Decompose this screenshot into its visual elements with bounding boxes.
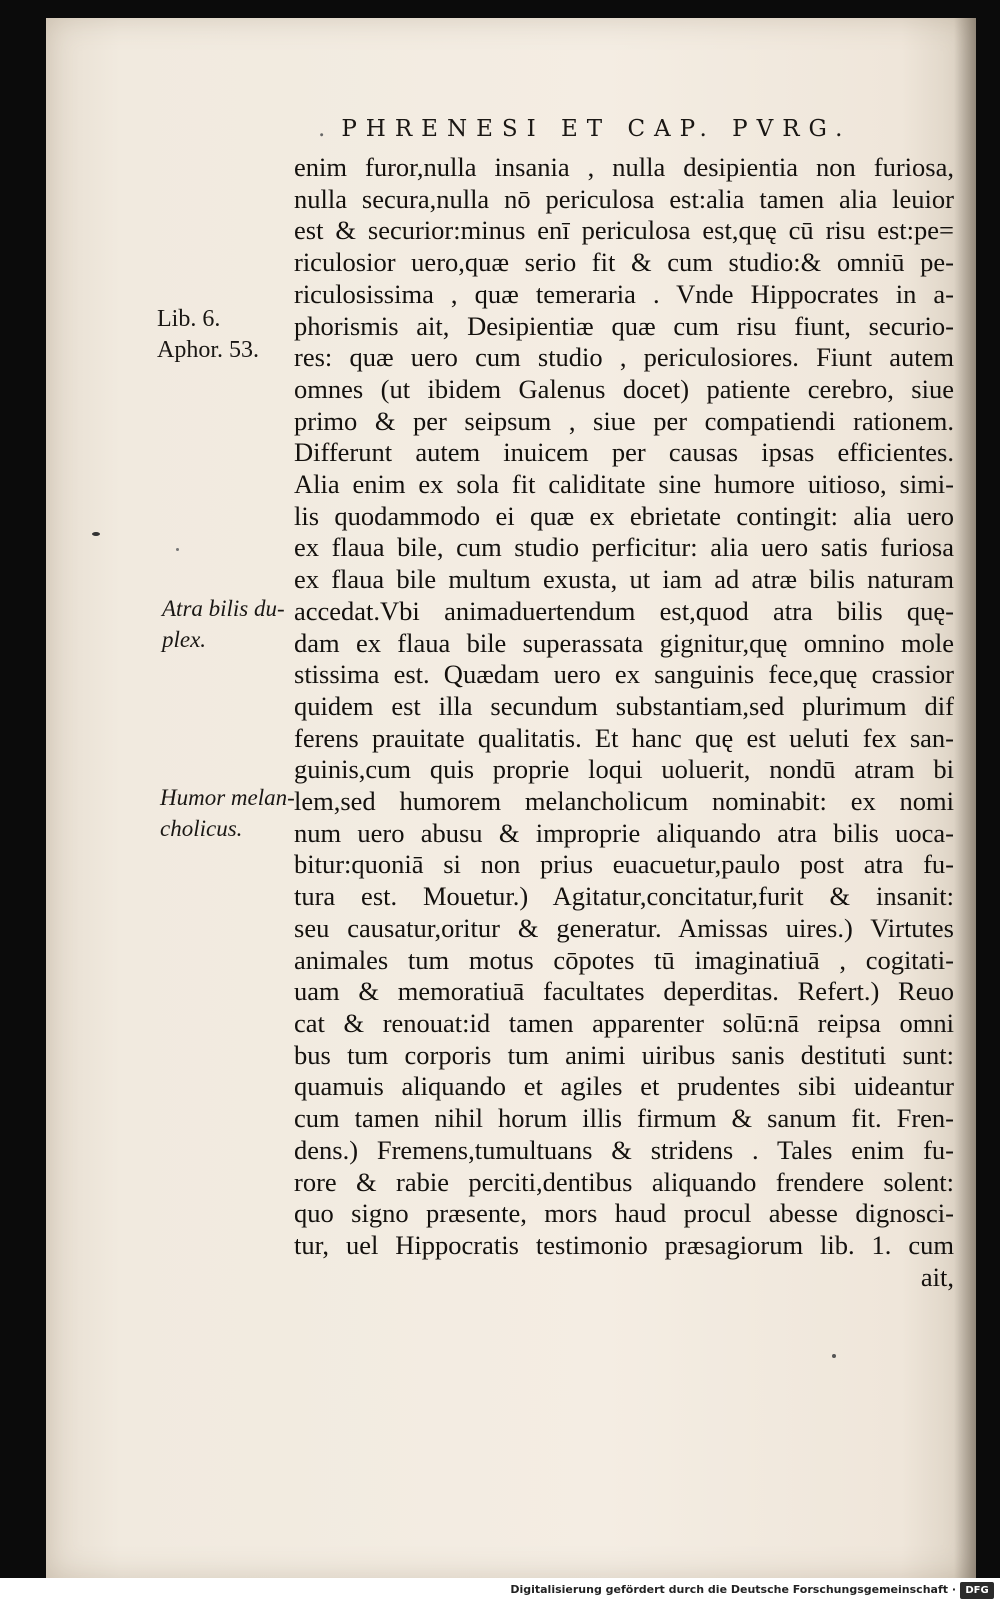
text-line: res: quæ uero cum studio , periculosiores. Fiunt autem bbox=[294, 342, 954, 373]
ink-speck bbox=[92, 532, 100, 536]
text-line: seu causatur,oritur & generatur. Amissas uires.) Virtutes bbox=[294, 912, 954, 943]
text-line: dam ex flaua bile superassata gignitur,quę omnino mole bbox=[294, 627, 954, 658]
text-line: omnes (ut ibidem Galenus docet) patiente cerebro, siue bbox=[294, 373, 954, 404]
margin-note-atra-bilis bbox=[162, 593, 285, 655]
header-mark: . bbox=[318, 116, 328, 142]
text-line: ex flaua bile multum exusta, ut iam ad atræ bilis naturam bbox=[294, 564, 954, 595]
text-line: bus tum corporis tum animi uiribus sanis destituti sunt: bbox=[294, 1039, 954, 1070]
text-line: nulla secura,nulla nō periculosa est:alia tamen alia leuior bbox=[294, 183, 954, 214]
text-line: lis quodammodo ei quæ ex ebrietate contingit: alia uero bbox=[294, 500, 954, 531]
page-gutter-shadow bbox=[954, 18, 976, 1578]
margin-note-line: Atra bilis du- bbox=[162, 596, 285, 621]
margin-note-line: Lib. 6. bbox=[157, 306, 221, 332]
text-line: Alia enim ex sola fit caliditate sine humore uitioso, simi- bbox=[294, 469, 954, 500]
running-header bbox=[318, 116, 918, 142]
text-line: quamuis aliquando et agiles et prudentes sibi uideantur bbox=[294, 1071, 954, 1102]
text-line: riculosissima , quæ temeraria . Vnde Hippocrates in a- bbox=[294, 278, 954, 309]
margin-note-reference bbox=[157, 304, 259, 366]
margin-note-humor bbox=[160, 782, 295, 844]
text-line: accedat.Vbi animaduertendum est,quod atra bilis quę- bbox=[294, 595, 954, 626]
dfg-logo: DFG bbox=[960, 1582, 994, 1599]
ink-speck bbox=[176, 548, 179, 551]
text-line: rore & rabie perciti,dentibus aliquando frendere solent: bbox=[294, 1166, 954, 1197]
ink-speck bbox=[832, 1354, 836, 1358]
text-line: quo signo præsente, mors haud procul abesse dignosci- bbox=[294, 1198, 954, 1229]
text-line: uam & memoratiuā facultates deperditas. Refert.) Reuo bbox=[294, 976, 954, 1007]
text-line: dens.) Fremens,tumultuans & stridens . Tales enim fu- bbox=[294, 1134, 954, 1165]
text-line: est & securior:minus enī periculosa est,quę cū risu est:pe= bbox=[294, 215, 954, 246]
text-line: cat & renouat:id tamen apparenter solū:nā reipsa omni bbox=[294, 1007, 954, 1038]
text-line: quidem est illa secundum substantiam,sed plurimum dif bbox=[294, 690, 954, 721]
text-line: primo & per seipsum , siue per compatiendi rationem. bbox=[294, 405, 954, 436]
text-line: guinis,cum quis proprie loqui uoluerit, nondū atram bi bbox=[294, 754, 954, 785]
text-line: enim furor,nulla insania , nulla desipientia non furiosa, bbox=[294, 152, 954, 182]
text-line: Differunt autem inuicem per causas ipsas efficientes. bbox=[294, 437, 954, 468]
text-line: num uero abusu & improprie aliquando atra bilis uoca- bbox=[294, 817, 954, 848]
text-line: cum tamen nihil horum illis firmum & sanum fit. Fren- bbox=[294, 1103, 954, 1134]
text-line: stissima est. Quædam uero ex sanguinis fece,quę crassior bbox=[294, 659, 954, 690]
margin-note-line: Humor melan- bbox=[160, 785, 295, 810]
text-line: ferens prauitate qualitatis. Et hanc quę est ueluti fex san- bbox=[294, 722, 954, 753]
margin-note-line: Aphor. 53. bbox=[157, 337, 259, 363]
text-line: animales tum motus cōpotes tū imaginatiuā , cogitati- bbox=[294, 944, 954, 975]
margin-note-line: cholicus. bbox=[160, 816, 243, 841]
text-line: tura est. Mouetur.) Agitatur,concitatur,furit & insanit: bbox=[294, 881, 954, 912]
digitization-footer bbox=[0, 1578, 1000, 1604]
text-line: riculosior uero,quæ serio fit & cum studio:& omniū pe- bbox=[294, 247, 954, 278]
text-line-catchword: ait, bbox=[920, 1261, 954, 1292]
text-line: ex flaua bile, cum studio perficitur: alia uero satis furiosa bbox=[294, 532, 954, 563]
text-line: phorismis ait, Desipientiæ quæ cum risu fiunt, securio- bbox=[294, 310, 954, 341]
footer-credit: Digitalisierung gefördert durch die Deutsche Forschungsgemeinschaft · bbox=[510, 1583, 956, 1596]
text-line: lem,sed humorem melancholicum nominabit: ex nomi bbox=[294, 786, 954, 817]
text-line: bitur:quoniā si non prius euacuetur,paulo post atra fu- bbox=[294, 849, 954, 880]
text-line: tur, uel Hippocratis testimonio præsagiorum lib. 1. cum bbox=[294, 1229, 954, 1260]
header-title: PHRENESI ET CAP. PVRG. bbox=[341, 116, 852, 142]
margin-note-line: plex. bbox=[162, 627, 207, 652]
main-text-block bbox=[294, 152, 954, 1293]
